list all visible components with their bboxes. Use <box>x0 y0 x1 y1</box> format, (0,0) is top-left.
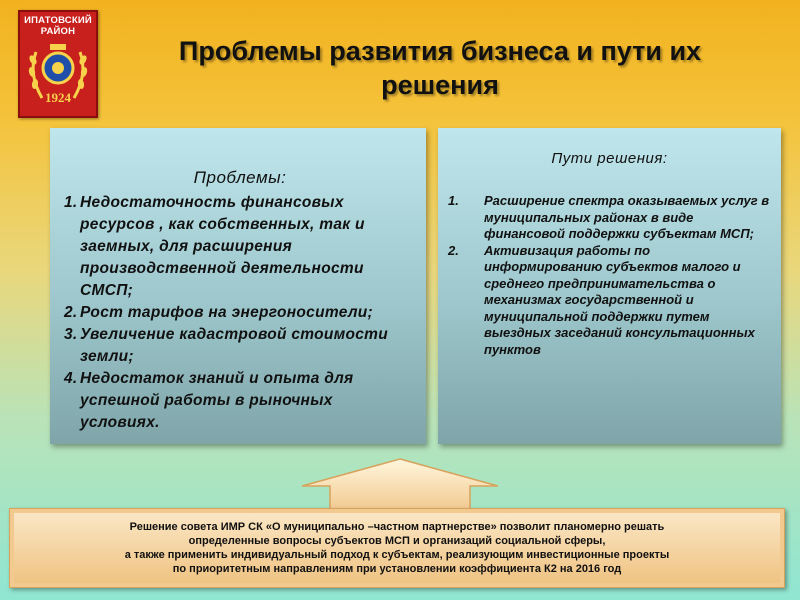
list-item <box>64 302 416 324</box>
item-number: 4. <box>64 370 78 387</box>
up-arrow-icon <box>300 456 500 512</box>
emblem-name-line2: РАЙОН <box>40 26 76 37</box>
problems-panel <box>50 128 426 444</box>
item-number: 2. <box>448 242 459 258</box>
item-text: Недостаток знаний и опыта для успешной работы в рыночных условиях. <box>80 370 354 431</box>
list-item <box>64 192 416 302</box>
decision-line: Решение совета ИМР СК «О муниципально –частном партнерстве» позволит планомерно решать <box>129 521 665 533</box>
solutions-panel <box>438 128 781 444</box>
item-text: Активизация работы по информированию субъектов малого и среднего предпринимательства о механизмах государственной и муниципальной поддержки путем выездных заседаний консультационных пунктов <box>484 242 755 357</box>
district-emblem <box>18 10 98 118</box>
title-line1: Проблемы развития бизнеса и пути их <box>178 36 702 66</box>
item-number: 3. <box>64 326 78 343</box>
decision-line: а также применить индивидуальный подход к субъектам, реализующим инвестиционные проекты <box>124 549 670 561</box>
solutions-heading: Пути решения: <box>551 150 668 167</box>
item-text: Недостаточность финансовых ресурсов , как собственных, так и заемных, для расширения производственной деятельности СМСП; <box>80 194 365 299</box>
item-text: Расширение спектра оказываемых услуг в муниципальных районах в виде финансовой поддержки субъектам МСП; <box>484 193 770 241</box>
title-line2: решения <box>381 70 499 100</box>
decision-text <box>125 520 670 576</box>
item-text: Рост тарифов на энергоносители; <box>80 304 374 321</box>
decision-line: по приоритетным направлениям при установлении коэффициента К2 на 2016 год <box>172 563 622 575</box>
emblem-name-line1: ИПАТОВСКИЙ <box>24 15 92 26</box>
list-item <box>448 193 771 243</box>
item-number: 1. <box>64 194 78 211</box>
problems-heading: Проблемы: <box>193 168 287 187</box>
item-number: 1. <box>448 193 459 208</box>
list-item <box>448 243 771 359</box>
emblem-year: 1924 <box>45 90 71 105</box>
decision-box <box>9 508 785 588</box>
item-number: 2. <box>64 304 78 321</box>
decision-line: определенные вопросы субъектов МСП и организаций социальной сферы, <box>188 535 606 547</box>
list-item <box>64 324 416 368</box>
problems-list <box>64 192 416 434</box>
item-text: Увеличение кадастровой стоимости земли; <box>80 326 388 365</box>
solutions-list <box>448 193 771 358</box>
list-item <box>64 368 416 434</box>
page-title <box>110 34 770 102</box>
